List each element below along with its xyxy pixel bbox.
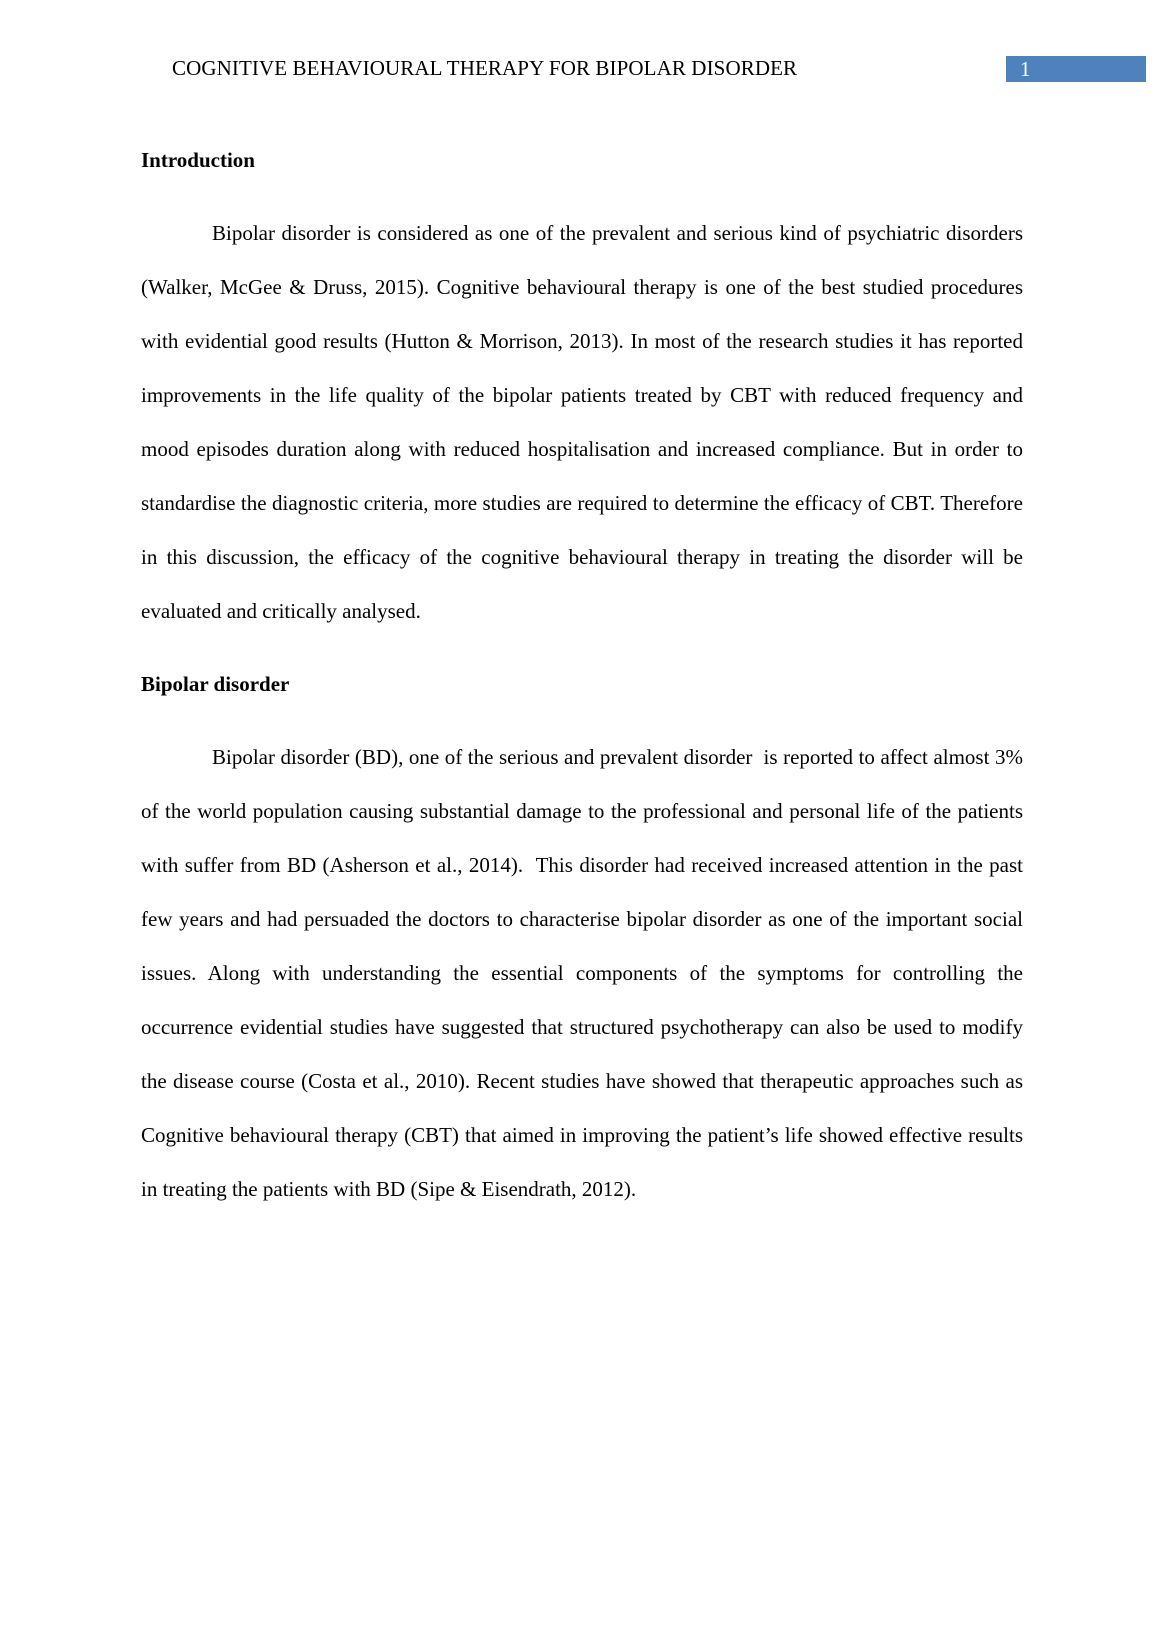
bipolar-disorder-paragraph: Bipolar disorder (BD), one of the serious and prevalent disorder is reported to affect almost 3% of the world population causing substantial damage to the professional and personal life of the patients with suffer from BD (Asherson et al., 2014). This disorder had received increased attention in the past few years and had persuaded the doctors to characterise bipolar disorder as one of the important social issues. Along with understanding the essential components of the symptoms for controlling the occurrence evidential studies have suggested that structured psychotherapy can also be used to modify the disease course (Costa et al., 2010). Recent studies have showed that therapeutic approaches such as Cognitive behavioural therapy (CBT) that aimed in improving the patient’s life showed effective results in treating the patients with BD (Sipe & Eisendrath, 2012). — [141, 745, 1029, 1201]
section-heading-introduction: Introduction — [141, 148, 255, 172]
document-body — [141, 133, 1029, 1235]
introduction-paragraph: Bipolar disorder is considered as one of the prevalent and serious kind of psychiatric disorders (Walker, McGee & Druss, 2015). Cognitive behavioural therapy is one of the best studied procedures with evidential good results (Hutton & Morrison, 2013). In most of the research studies it has reported improvements in the life quality of the bipolar patients treated by CBT with reduced frequency and mood episodes duration along with reduced hospitalisation and increased compliance. But in order to standardise the diagnostic criteria, more studies are required to determine the efficacy of CBT. Therefore in this discussion, the efficacy of the cognitive behavioural therapy in treating the disorder will be evaluated and critically analysed. — [141, 221, 1023, 623]
page-number: 1 — [1006, 56, 1146, 82]
section-heading-bipolar-disorder: Bipolar disorder — [141, 672, 290, 696]
running-head: COGNITIVE BEHAVIOURAL THERAPY FOR BIPOLAR DISORDER — [172, 56, 798, 80]
